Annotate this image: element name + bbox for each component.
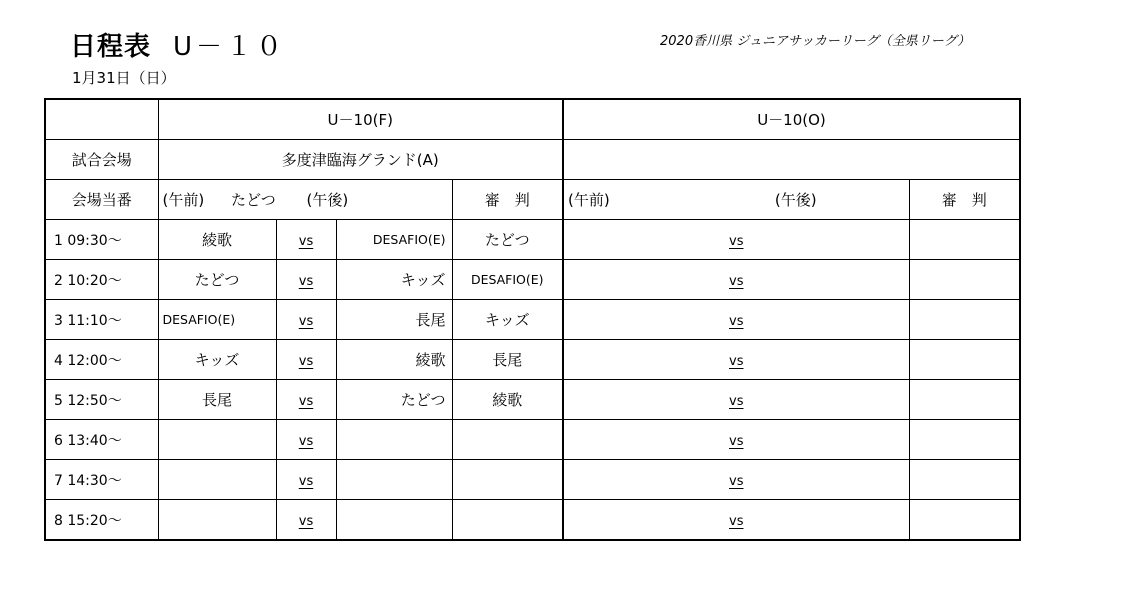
away-team (336, 420, 452, 460)
referee-o (909, 460, 1020, 500)
vs-cell (276, 420, 336, 460)
vs-label-o: vs (729, 353, 744, 369)
venue-label: 試合会場 (45, 140, 158, 180)
match-row (45, 420, 1020, 460)
match-o-cell (563, 340, 909, 380)
away-team (336, 500, 452, 541)
vs-cell (276, 260, 336, 300)
schedule-table (44, 98, 1021, 541)
referee-o (909, 340, 1020, 380)
vs-label: vs (298, 473, 314, 489)
away-team: たどつ (336, 380, 452, 420)
match-o-cell (563, 460, 909, 500)
time-slot: 5 12:50～ (45, 380, 158, 420)
home-team (158, 500, 276, 541)
pm-label: (午後) (306, 191, 349, 209)
referee-team: 長尾 (452, 340, 563, 380)
vs-label: vs (298, 313, 314, 329)
away-team: DESAFIO(E) (336, 220, 452, 260)
league-name: 2020香川県 ジュニアサッカーリーグ（全県リーグ） (660, 34, 971, 49)
vs-label-o: vs (729, 513, 744, 529)
vs-cell (276, 500, 336, 541)
referee-team: DESAFIO(E) (452, 260, 563, 300)
vs-label: vs (298, 433, 314, 449)
referee-header-o: 審 判 (909, 180, 1020, 220)
vs-cell (276, 460, 336, 500)
home-team (158, 420, 276, 460)
referee-team: たどつ (452, 220, 563, 260)
vs-label: vs (298, 233, 314, 249)
am-label: (午前) (162, 191, 205, 209)
group-o-header: U－10(O) (563, 99, 1020, 140)
duty-f-cell (158, 180, 452, 220)
match-o-cell (563, 500, 909, 541)
group-header-row (45, 99, 1020, 140)
venue-o (563, 140, 1020, 180)
vs-label-o: vs (729, 473, 744, 489)
vs-cell (276, 220, 336, 260)
group-f-header: U－10(F) (158, 99, 563, 140)
vs-cell (276, 380, 336, 420)
match-o-cell (563, 300, 909, 340)
home-team: 長尾 (158, 380, 276, 420)
referee-o (909, 220, 1020, 260)
time-slot: 7 14:30～ (45, 460, 158, 500)
title-text: 日程表 (70, 32, 152, 62)
referee-header-f: 審 判 (452, 180, 563, 220)
vs-label: vs (298, 393, 314, 409)
home-team: 綾歌 (158, 220, 276, 260)
vs-cell (276, 340, 336, 380)
match-o-cell (563, 380, 909, 420)
referee-team (452, 420, 563, 460)
venue-f: 多度津臨海グランド(A) (158, 140, 563, 180)
duty-team: たどつ (231, 191, 276, 209)
page-title (70, 26, 286, 63)
duty-label: 会場当番 (45, 180, 158, 220)
match-row (45, 340, 1020, 380)
time-slot: 8 15:20～ (45, 500, 158, 541)
vs-label-o: vs (729, 233, 744, 249)
referee-o (909, 300, 1020, 340)
vs-label-o: vs (729, 433, 744, 449)
match-o-cell (563, 260, 909, 300)
vs-label: vs (298, 513, 314, 529)
match-row (45, 500, 1020, 541)
vs-label-o: vs (729, 393, 744, 409)
match-row (45, 220, 1020, 260)
time-slot: 3 11:10～ (45, 300, 158, 340)
time-slot: 4 12:00～ (45, 340, 158, 380)
referee-team (452, 500, 563, 541)
age-category: U－１０ (173, 32, 287, 62)
vs-label: vs (298, 353, 314, 369)
time-slot: 1 09:30～ (45, 220, 158, 260)
away-team: 長尾 (336, 300, 452, 340)
pm-label-o: (午後) (683, 180, 909, 220)
referee-o (909, 260, 1020, 300)
referee-team: キッズ (452, 300, 563, 340)
referee-o (909, 420, 1020, 460)
referee-o (909, 380, 1020, 420)
vs-label-o: vs (729, 313, 744, 329)
corner-cell (45, 99, 158, 140)
vs-label-o: vs (729, 273, 744, 289)
match-o-cell (563, 220, 909, 260)
home-team: キッズ (158, 340, 276, 380)
time-slot: 2 10:20～ (45, 260, 158, 300)
am-label-o: (午前) (563, 180, 683, 220)
away-team: 綾歌 (336, 340, 452, 380)
vs-label: vs (298, 273, 314, 289)
away-team (336, 460, 452, 500)
away-team: キッズ (336, 260, 452, 300)
match-row (45, 300, 1020, 340)
time-slot: 6 13:40～ (45, 420, 158, 460)
home-team: DESAFIO(E) (158, 300, 276, 340)
referee-team: 綾歌 (452, 380, 563, 420)
referee-team (452, 460, 563, 500)
match-o-cell (563, 420, 909, 460)
duty-row (45, 180, 1020, 220)
home-team (158, 460, 276, 500)
venue-row (45, 140, 1020, 180)
match-row (45, 380, 1020, 420)
home-team: たどつ (158, 260, 276, 300)
referee-o (909, 500, 1020, 541)
match-row (45, 460, 1020, 500)
match-date: 1月31日（日） (72, 69, 176, 87)
vs-cell (276, 300, 336, 340)
match-row (45, 260, 1020, 300)
